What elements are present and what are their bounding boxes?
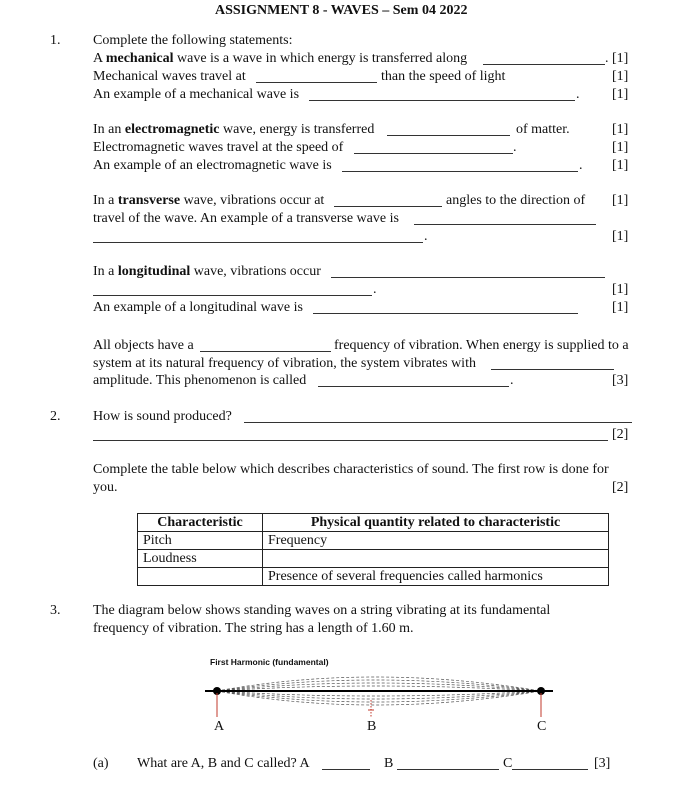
table-header-cell: Physical quantity related to characteristic bbox=[263, 514, 609, 532]
blank-mech-c[interactable] bbox=[309, 100, 575, 101]
table-cell: Frequency bbox=[263, 532, 609, 550]
diagram-label-b: B bbox=[367, 719, 377, 734]
q1-mech-statement-a: A mechanical wave is a wave in which energy is transferred along bbox=[93, 51, 468, 66]
q1-mech-statement-c: An example of a mechanical wave is bbox=[93, 87, 300, 102]
table-row bbox=[138, 532, 609, 550]
envelope-curve bbox=[217, 677, 541, 691]
standing-wave-diagram bbox=[195, 660, 595, 750]
blank-mech-b[interactable] bbox=[256, 82, 377, 83]
period: . bbox=[373, 282, 377, 297]
q1-em-statement-b: Electromagnetic waves travel at the speed of bbox=[93, 140, 344, 155]
blank-answer-b[interactable] bbox=[397, 769, 499, 770]
blank-long-b[interactable] bbox=[93, 295, 372, 296]
q1-long-statement-c: An example of a longitudinal wave is bbox=[93, 300, 303, 315]
mark: [1] bbox=[612, 51, 629, 66]
q3-text: The diagram below shows standing waves on a string vibrating at its fundamental bbox=[93, 603, 551, 618]
blank-long-a[interactable] bbox=[331, 277, 605, 278]
q1-res-statement-a: All objects have a bbox=[93, 338, 194, 353]
blank-res-b[interactable] bbox=[491, 369, 614, 370]
blank-mech-a[interactable] bbox=[483, 64, 605, 65]
mark: [1] bbox=[612, 87, 629, 102]
period: . bbox=[424, 229, 428, 244]
q1-em-statement-a: In an electromagnetic wave, energy is transferred bbox=[93, 122, 375, 137]
table-cell: Pitch bbox=[138, 532, 263, 550]
q1-intro: Complete the following statements: bbox=[93, 33, 293, 48]
mark: [1] bbox=[612, 282, 629, 297]
blank-long-c[interactable] bbox=[313, 313, 578, 314]
blank-answer-c[interactable] bbox=[512, 769, 588, 770]
q1-mech-statement-b: Mechanical waves travel at bbox=[93, 69, 246, 84]
q1-res-statement-c: amplitude. This phenomenon is called bbox=[93, 373, 307, 388]
q3-text-cont: frequency of vibration. The string has a length of 1.60 m. bbox=[93, 621, 414, 636]
blank-em-b[interactable] bbox=[354, 153, 513, 154]
diagram-title: First Harmonic (fundamental) bbox=[210, 657, 329, 667]
q1-mech-statement-b-end: than the speed of light bbox=[381, 69, 506, 84]
envelope-curve bbox=[217, 680, 541, 691]
table-header-cell: Characteristic bbox=[138, 514, 263, 532]
question-number-1: 1. bbox=[50, 33, 61, 48]
table-cell: Presence of several frequencies called harmonics bbox=[263, 568, 609, 586]
q2-table-intro-cont: you. bbox=[93, 480, 118, 495]
diagram-label-c: C bbox=[537, 719, 547, 734]
envelope-curve bbox=[217, 691, 541, 702]
q3-part-a-question: What are A, B and C called? A bbox=[137, 756, 310, 771]
period: . bbox=[513, 140, 517, 155]
table-header-row bbox=[138, 514, 609, 532]
period: . bbox=[576, 87, 580, 102]
q1-em-statement-c: An example of an electromagnetic wave is bbox=[93, 158, 332, 173]
mark: [1] bbox=[612, 193, 629, 208]
table-row bbox=[138, 550, 609, 568]
q1-trans-statement-b: travel of the wave. An example of a transverse wave is bbox=[93, 211, 399, 226]
mark: [1] bbox=[612, 229, 629, 244]
mark: [1] bbox=[612, 300, 629, 315]
table-cell: Loudness bbox=[138, 550, 263, 568]
q3-part-a-b-label: B bbox=[384, 756, 394, 771]
mark: [1] bbox=[612, 140, 629, 155]
q2-table-intro: Complete the table below which describes characteristics of sound. The first row is done for bbox=[93, 462, 609, 477]
mark: [1] bbox=[612, 69, 629, 84]
q3-part-a-label: (a) bbox=[93, 756, 109, 771]
blank-res-c[interactable] bbox=[318, 386, 509, 387]
mark: [2] bbox=[612, 480, 629, 495]
mark: [3] bbox=[612, 373, 629, 388]
q1-res-statement-a-end: frequency of vibration. When energy is supplied to a bbox=[334, 338, 629, 353]
period: . bbox=[605, 51, 609, 66]
q1-trans-statement-a: In a transverse wave, vibrations occur at bbox=[93, 193, 325, 208]
blank-em-c[interactable] bbox=[342, 171, 578, 172]
mark: [1] bbox=[612, 122, 629, 137]
blank-trans-b[interactable] bbox=[414, 224, 596, 225]
blank-em-a[interactable] bbox=[387, 135, 510, 136]
mark: [2] bbox=[612, 427, 629, 442]
q1-res-statement-b: system at its natural frequency of vibration, the system vibrates with bbox=[93, 356, 476, 371]
question-number-2: 2. bbox=[50, 409, 61, 424]
sound-characteristics-table bbox=[137, 513, 609, 586]
envelope-curve bbox=[217, 691, 541, 705]
blank-answer-a[interactable] bbox=[322, 769, 370, 770]
blank-q2-b[interactable] bbox=[93, 440, 608, 441]
q1-long-statement-a: In a longitudinal wave, vibrations occur bbox=[93, 264, 321, 279]
q2-question: How is sound produced? bbox=[93, 409, 232, 424]
blank-res-a[interactable] bbox=[200, 351, 331, 352]
q3-part-a-c-label: C bbox=[503, 756, 513, 771]
mark: [3] bbox=[594, 756, 611, 771]
q1-trans-statement-a-end: angles to the direction of bbox=[446, 193, 586, 208]
diagram-label-a: A bbox=[214, 719, 225, 734]
blank-q2-a[interactable] bbox=[244, 422, 632, 423]
blank-trans-a[interactable] bbox=[334, 206, 442, 207]
table-cell-blank[interactable] bbox=[138, 568, 263, 586]
mark: [1] bbox=[612, 158, 629, 173]
page-title: ASSIGNMENT 8 - WAVES – Sem 04 2022 bbox=[215, 3, 468, 18]
period: . bbox=[579, 158, 583, 173]
q1-em-statement-a-end: of matter. bbox=[516, 122, 570, 137]
blank-trans-c[interactable] bbox=[93, 242, 423, 243]
table-row bbox=[138, 568, 609, 586]
question-number-3: 3. bbox=[50, 603, 61, 618]
period: . bbox=[510, 373, 514, 388]
table-cell-blank[interactable] bbox=[263, 550, 609, 568]
